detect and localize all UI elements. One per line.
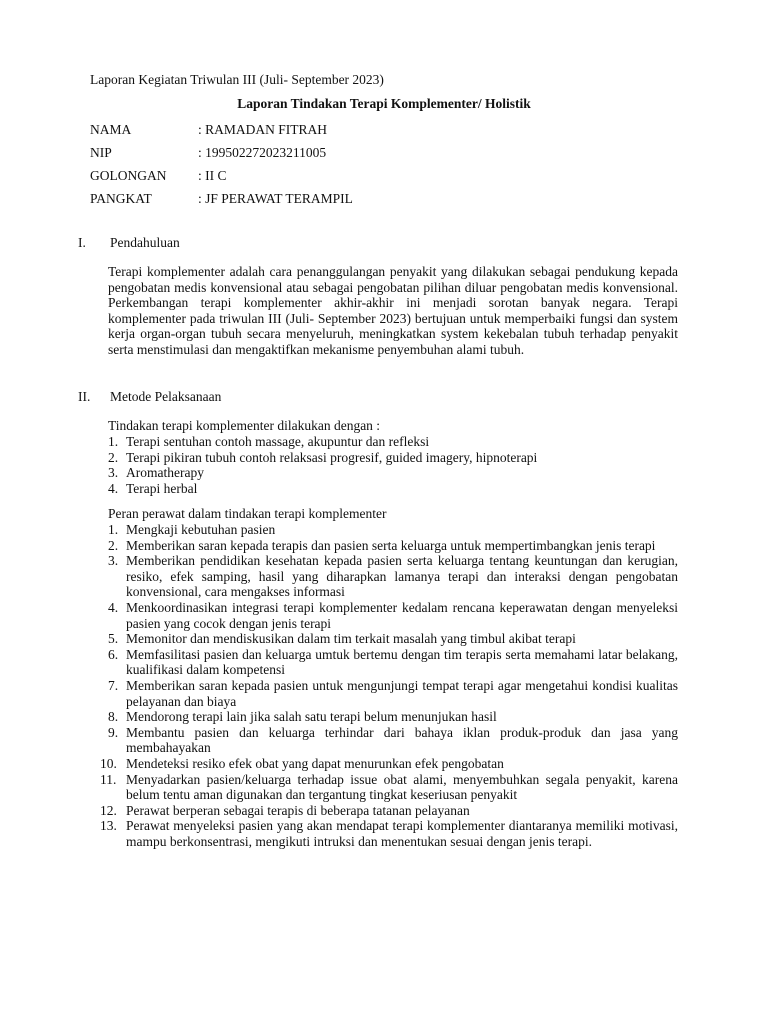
list-item xyxy=(108,553,678,600)
identity-fields xyxy=(90,118,353,210)
list-item xyxy=(108,434,678,450)
list-text: Perawat menyeleksi pasien yang akan mendapat terapi komplementer diantaranya memiliki motivasi, mampu berkonsentrasi, mengikuti intruksi dan menentukan sesuai dengan jenis terapi. xyxy=(126,818,678,849)
field-nip xyxy=(90,141,353,164)
list-text: Menkoordinasikan integrasi terapi komplementer kedalam rencana keperawatan dengan menyeleksi pasien yang cocok dengan jenis terapi xyxy=(126,599,678,631)
list-number: 3. xyxy=(108,465,119,481)
list-text: Menyadarkan pasien/keluarga terhadap issue obat alami, menyembuhkan segala penyakit, karena belum tentu aman digunakan dan tergantung tingkat keseriusan penyakit xyxy=(126,771,678,803)
list-text: Memfasilitasi pasien dan keluarga umtuk bertemu dengan tim terapis serta memahami latar belakang, kualifikasi dalam kompetensi xyxy=(126,646,678,678)
list-item xyxy=(100,802,678,819)
field-golongan xyxy=(90,164,353,187)
field-label: NIP xyxy=(90,144,112,160)
list-number: 13. xyxy=(100,818,117,834)
report-title: Laporan Tindakan Terapi Komplementer/ Holistik xyxy=(237,96,531,111)
field-label: NAMA xyxy=(90,121,132,137)
list-number: 4. xyxy=(108,599,119,615)
roles-intro: Peran perawat dalam tindakan terapi komplementer xyxy=(108,506,387,521)
list-item xyxy=(108,450,678,466)
list-number: 2. xyxy=(108,537,119,553)
methods-intro: Tindakan terapi komplementer dilakukan dengan : xyxy=(108,418,381,433)
section-number: II. xyxy=(78,389,91,404)
list-number: 8. xyxy=(108,709,119,725)
list-text: Memberikan pendidikan kesehatan kepada pasien serta keluarga tentang keuntungan dan kerugian, resiko, efek samping, hasil yang diharapkan lamanya terapi dan interaksi dengan pengobatan konvensional, cara mengakses informasi xyxy=(126,553,678,600)
field-value: : JF PERAWAT TERAMPIL xyxy=(198,190,353,206)
list-text: Membantu pasien dan keluarga terhindar dari bahaya iklan produk-produk dan jasa yang membahayakan xyxy=(126,724,678,756)
list-item xyxy=(108,631,678,647)
methods-list xyxy=(108,434,678,496)
section-heading-metode xyxy=(78,389,221,405)
list-number: 12. xyxy=(100,802,117,818)
list-item xyxy=(100,755,678,772)
field-value: : 199502272023211005 xyxy=(198,144,327,160)
list-text: Memberikan saran kepada terapis dan pasien serta keluarga untuk mempertimbangkan jenis terapi xyxy=(126,537,656,553)
section-heading-pendahuluan xyxy=(78,235,180,251)
section-title: Pendahuluan xyxy=(110,235,180,250)
list-number: 1. xyxy=(108,522,119,537)
list-number: 3. xyxy=(108,553,119,569)
list-text: Mengkaji kebutuhan pasien xyxy=(126,522,276,537)
list-number: 7. xyxy=(108,677,119,693)
field-label: PANGKAT xyxy=(90,190,152,206)
list-item xyxy=(108,725,678,756)
field-value: : RAMADAN FITRAH xyxy=(198,121,328,137)
list-text: Terapi pikiran tubuh contoh relaksasi progresif, guided imagery, hipnoterapi xyxy=(126,449,538,465)
report-header-line: Laporan Kegiatan Triwulan III (Juli- September 2023) xyxy=(90,72,384,87)
list-item xyxy=(108,465,678,481)
list-text: Mendorong terapi lain jika salah satu terapi belum menunjukan hasil xyxy=(126,709,497,725)
list-text: Memberikan saran kepada pasien untuk mengunjungi tempat terapi agar mengetahui kondisi kualitas pelayanan dan biaya xyxy=(126,677,678,709)
list-number: 6. xyxy=(108,646,119,662)
list-item xyxy=(108,600,678,631)
field-value: : II C xyxy=(198,167,227,183)
list-number: 9. xyxy=(108,724,119,740)
list-item xyxy=(100,818,678,849)
field-pangkat xyxy=(90,187,353,210)
intro-paragraph: Terapi komplementer adalah cara penanggulangan penyakit yang dilakukan sebagai pendukung kepada pengobatan medis konvensional atau sebagai pengobatan pilihan diluar pengobatan medis konvensional. Perkembangan terapi komplementer akhir-akhir ini menjadi sorotan banyak negara. Terapi komplementer pada triwulan III (Juli- September 2023) bertujuan untuk memperbaiki fungsi dan system kerja organ-organ tubuh secara menyeluruh, meningkatkan system kekebalan tubuh terhadap penyakit serta menstimulasi dan mengaktifkan mekanisme penyembuhan alami tubuh. xyxy=(108,264,678,357)
list-text: Memonitor dan mendiskusikan dalam tim terkait masalah yang timbul akibat terapi xyxy=(126,631,576,647)
list-item xyxy=(108,522,678,538)
list-number: 2. xyxy=(108,449,119,465)
roles-list xyxy=(100,522,678,849)
list-number: 10. xyxy=(100,755,117,771)
section-number: I. xyxy=(78,235,86,250)
list-number: 5. xyxy=(108,631,119,647)
list-number: 11. xyxy=(100,771,117,787)
list-item xyxy=(108,678,678,709)
field-nama xyxy=(90,118,353,141)
list-item xyxy=(108,647,678,678)
list-number: 1. xyxy=(108,434,119,449)
list-item xyxy=(108,709,678,725)
section-title: Metode Pelaksanaan xyxy=(110,389,222,404)
field-label: GOLONGAN xyxy=(90,167,167,183)
list-text: Aromatherapy xyxy=(126,465,204,481)
list-text: Perawat berperan sebagai terapis di beberapa tatanan pelayanan xyxy=(126,802,470,818)
list-item xyxy=(108,538,678,554)
list-text: Terapi sentuhan contoh massage, akupuntur dan refleksi xyxy=(126,434,430,449)
list-text: Mendeteksi resiko efek obat yang dapat menurunkan efek pengobatan xyxy=(126,755,504,771)
list-text: Terapi herbal xyxy=(126,480,198,496)
list-number: 4. xyxy=(108,480,119,496)
list-item xyxy=(108,481,678,497)
list-item xyxy=(100,771,678,803)
